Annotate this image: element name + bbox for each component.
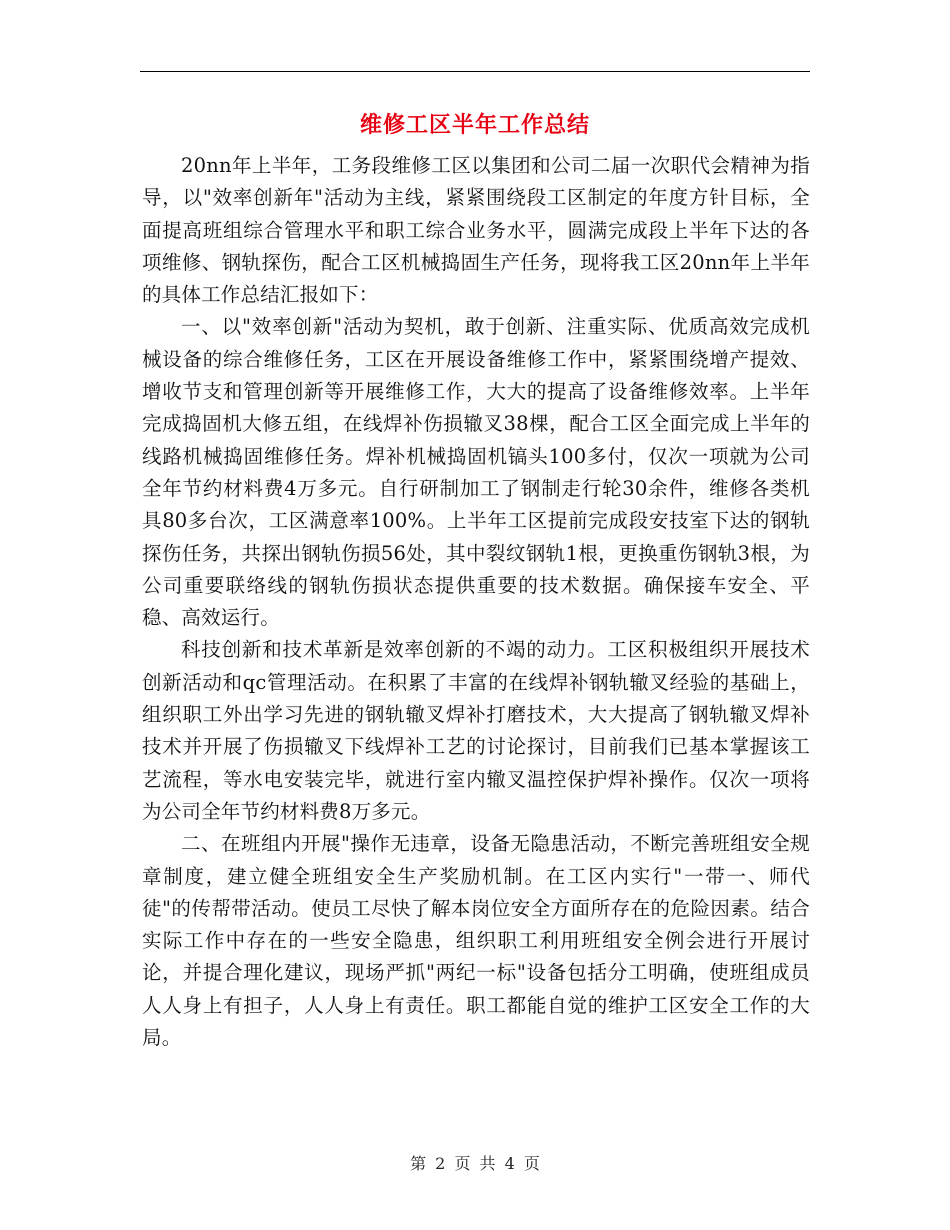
paragraph-intro: 20nn年上半年，工务段维修工区以集团和公司二届一次职代会精神为指导，以"效率创新年"活动为主线，紧紧围绕段工区制定的年度方针目标，全面提高班组综合管理水平和职工综合业务水平，圆满完成段上半年下达的各项维修、钢轨探伤，配合工区机械捣固生产任务，现将我工区20nn年上半年的具体工作总结汇报如下： xyxy=(142,154,810,307)
document-title: 维修工区半年工作总结 xyxy=(359,112,590,138)
paragraph-innovation: 科技创新和技术革新是效率创新的不竭的动力。工区积极组织开展技术创新活动和qc管理活动。在积累了丰富的在线焊补钢轨辙叉经验的基础上，组织职工外出学习先进的钢轨辙叉焊补打磨技术，大大提高了钢轨辙叉焊补技术并开展了伤损辙叉下线焊补工艺的讨论探讨，目前我们已基本掌握该工艺流程，等水电安装完毕，就进行室内辙叉温控保护焊补操作。仅次一项将为公司全年节约材料费8万多元。 xyxy=(142,638,810,823)
page-footer: 第 2 页 共 4 页 xyxy=(410,1154,540,1173)
document-body xyxy=(142,150,810,1054)
paragraph-section-two: 二、在班组内开展"操作无违章，设备无隐患活动，不断完善班组安全规章制度，建立健全班组安全生产奖励机制。在工区内实行"一带一、师代徒"的传帮带活动。使员工尽快了解本岗位安全方面所存在的危险因素。结合实际工作中存在的一些安全隐患，组织职工利用班组安全例会进行开展讨论，并提合理化建议，现场严抓"两纪一标"设备包括分工明确，使班组成员人人身上有担子，人人身上有责任。职工都能自觉的维护工区安全工作的大局。 xyxy=(142,832,810,1050)
header-rule xyxy=(140,71,810,72)
paragraph-section-one: 一、以"效率创新"活动为契机，敢于创新、注重实际、优质高效完成机械设备的综合维修任务，工区在开展设备维修工作中，紧紧围绕增产提效、增收节支和管理创新等开展维修工作，大大的提高了设备维修效率。上半年完成捣固机大修五组，在线焊补伤损辙叉38棵，配合工区全面完成上半年的线路机械捣固维修任务。焊补机械捣固机镐头100多付，仅次一项就为公司全年节约材料费4万多元。自行研制加工了钢制走行轮30余件，维修各类机具80多台次，工区满意率100%。上半年工区提前完成段安技室下达的钢轨探伤任务，共探出钢轨伤损56处，其中裂纹钢轨1根，更换重伤钢轨3根，为公司重要联络线的钢轨伤损状态提供重要的技术数据。确保接车安全、平稳、高效运行。 xyxy=(142,315,810,630)
